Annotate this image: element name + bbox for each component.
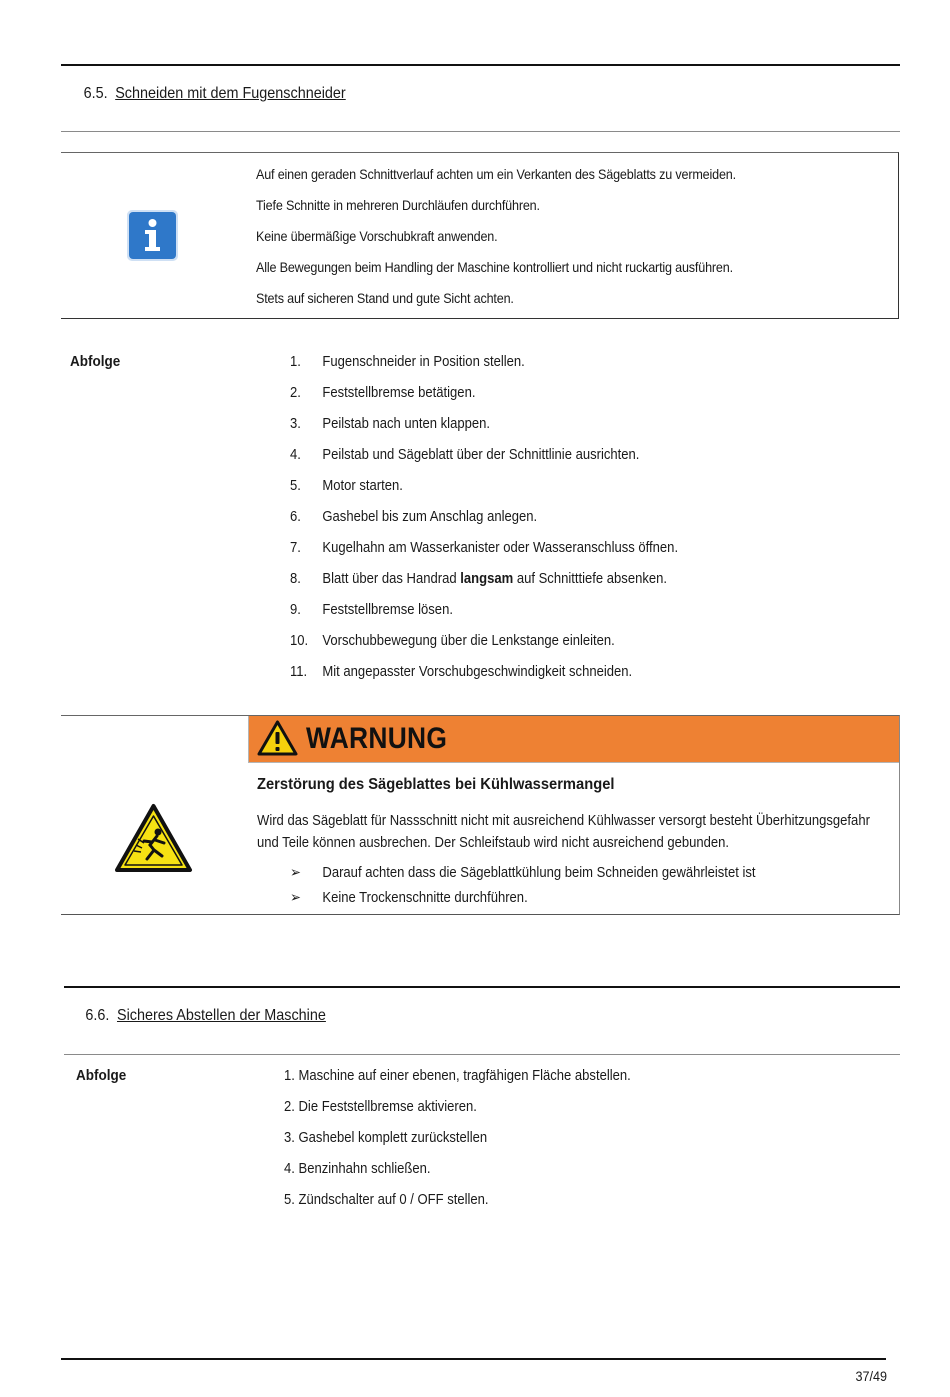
section-heading-6-5 xyxy=(84,85,346,103)
arrow-bullet-icon: ➢ xyxy=(290,865,301,881)
section-divider xyxy=(61,131,900,132)
sequence-label: Abfolge xyxy=(76,1067,127,1084)
emphasis: langsam xyxy=(460,571,514,587)
section-number: 6.5. xyxy=(83,85,108,102)
section-top-rule xyxy=(61,64,900,66)
footer-rule xyxy=(61,1358,886,1360)
info-line: Tiefe Schnitte in mehreren Durchläufen durchführen. xyxy=(256,197,540,213)
list-item: 4. Benzinhahn schließen. xyxy=(284,1161,431,1177)
section-title: Sicheres Abstellen der Maschine xyxy=(116,1007,326,1024)
list-item: 2. Die Feststellbremse aktivieren. xyxy=(284,1099,477,1115)
warning-body: Wird das Sägeblatt für Nassschnitt nicht mit ausreichend Kühlwasser versorgt besteht Überhitzungsgefahr und Teile können ausbrechen. Der Schleifstaub wird nicht ausreichend gebunden. xyxy=(257,813,870,851)
info-line: Stets auf sicheren Stand und gute Sicht achten. xyxy=(256,290,514,306)
section-number: 6.6. xyxy=(85,1007,110,1024)
page-number: 37/49 xyxy=(855,1368,887,1384)
arrow-bullet-icon: ➢ xyxy=(290,890,301,906)
info-line: Alle Bewegungen beim Handling der Maschine kontrolliert und nicht ruckartig ausführen. xyxy=(256,259,733,275)
warning-title: WARNUNG xyxy=(306,722,448,755)
info-line: Auf einen geraden Schnittverlauf achten um ein Verkanten des Sägeblatts zu vermeiden. xyxy=(256,166,736,182)
section-heading-6-6 xyxy=(85,1007,326,1025)
section-divider xyxy=(64,1054,900,1055)
hazard-person-icon xyxy=(114,803,193,873)
list-item: 5. Zündschalter auf 0 / OFF stellen. xyxy=(284,1192,489,1208)
info-icon xyxy=(126,209,179,262)
info-line: Keine übermäßige Vorschubkraft anwenden. xyxy=(256,228,498,244)
sequence-label: Abfolge xyxy=(70,353,121,370)
list-item: 1. Maschine auf einer ebenen, tragfähigen Fläche abstellen. xyxy=(284,1068,631,1084)
section-title: Schneiden mit dem Fugenschneider xyxy=(115,85,346,102)
section-top-rule xyxy=(64,986,900,988)
warning-triangle-icon xyxy=(257,720,298,756)
warning-subtitle: Zerstörung des Sägeblattes bei Kühlwassermangel xyxy=(257,776,615,793)
list-item: 3. Gashebel komplett zurückstellen xyxy=(284,1130,488,1146)
